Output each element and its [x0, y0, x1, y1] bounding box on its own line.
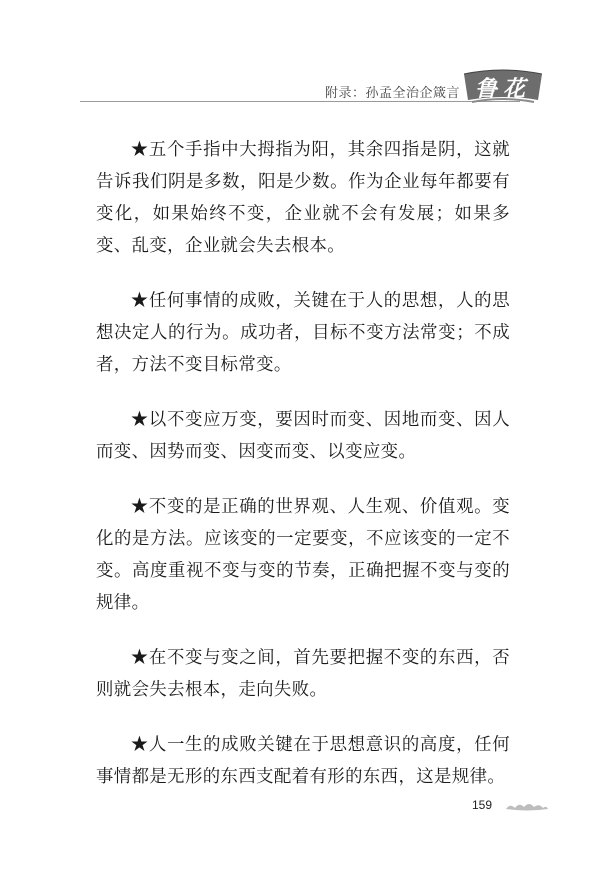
paragraph: ★任何事情的成败，关键在于人的思想，人的思想决定人的行为。成功者，目标不变方法常变；不成者，方法不变目标常变。: [96, 291, 510, 375]
page-body: [96, 134, 510, 816]
running-header-title: 附录：孙孟全治企箴言: [324, 86, 460, 101]
paragraph: ★在不变与变之间，首先要把握不变的东西，否则就会失去根本，走向失败。: [96, 648, 510, 700]
paragraph: ★不变的是正确的世界观、人生观、价值观。变化的是方法。应该变的一定要变，不应该变的一定不变。高度重视不变与变的节奏，正确把握不变与变的规律。: [96, 497, 510, 613]
page-header: [0, 0, 600, 110]
brand-emblem: [462, 68, 544, 108]
paragraph: ★人一生的成败关键在于思想意识的高度，任何事情都是无形的东西支配着有形的东西，这是规律。: [96, 735, 510, 787]
paragraph: ★以不变应万变，要因时而变、因地而变、因人而变、因势而变、因变而变、以变应变。: [96, 410, 510, 462]
header-divider: [80, 101, 520, 102]
page-number: 159: [472, 798, 493, 812]
page-footer: [0, 798, 600, 828]
cloud-ornament-icon: [504, 800, 550, 814]
paragraph: ★五个手指中大拇指为阳，其余四指是阴，这就告诉我们阴是多数，阳是少数。作为企业每年都要有变化，如果始终不变，企业就不会有发展；如果多变、乱变，企业就会失去根本。: [96, 140, 510, 256]
emblem-text: 鲁花: [474, 76, 531, 102]
